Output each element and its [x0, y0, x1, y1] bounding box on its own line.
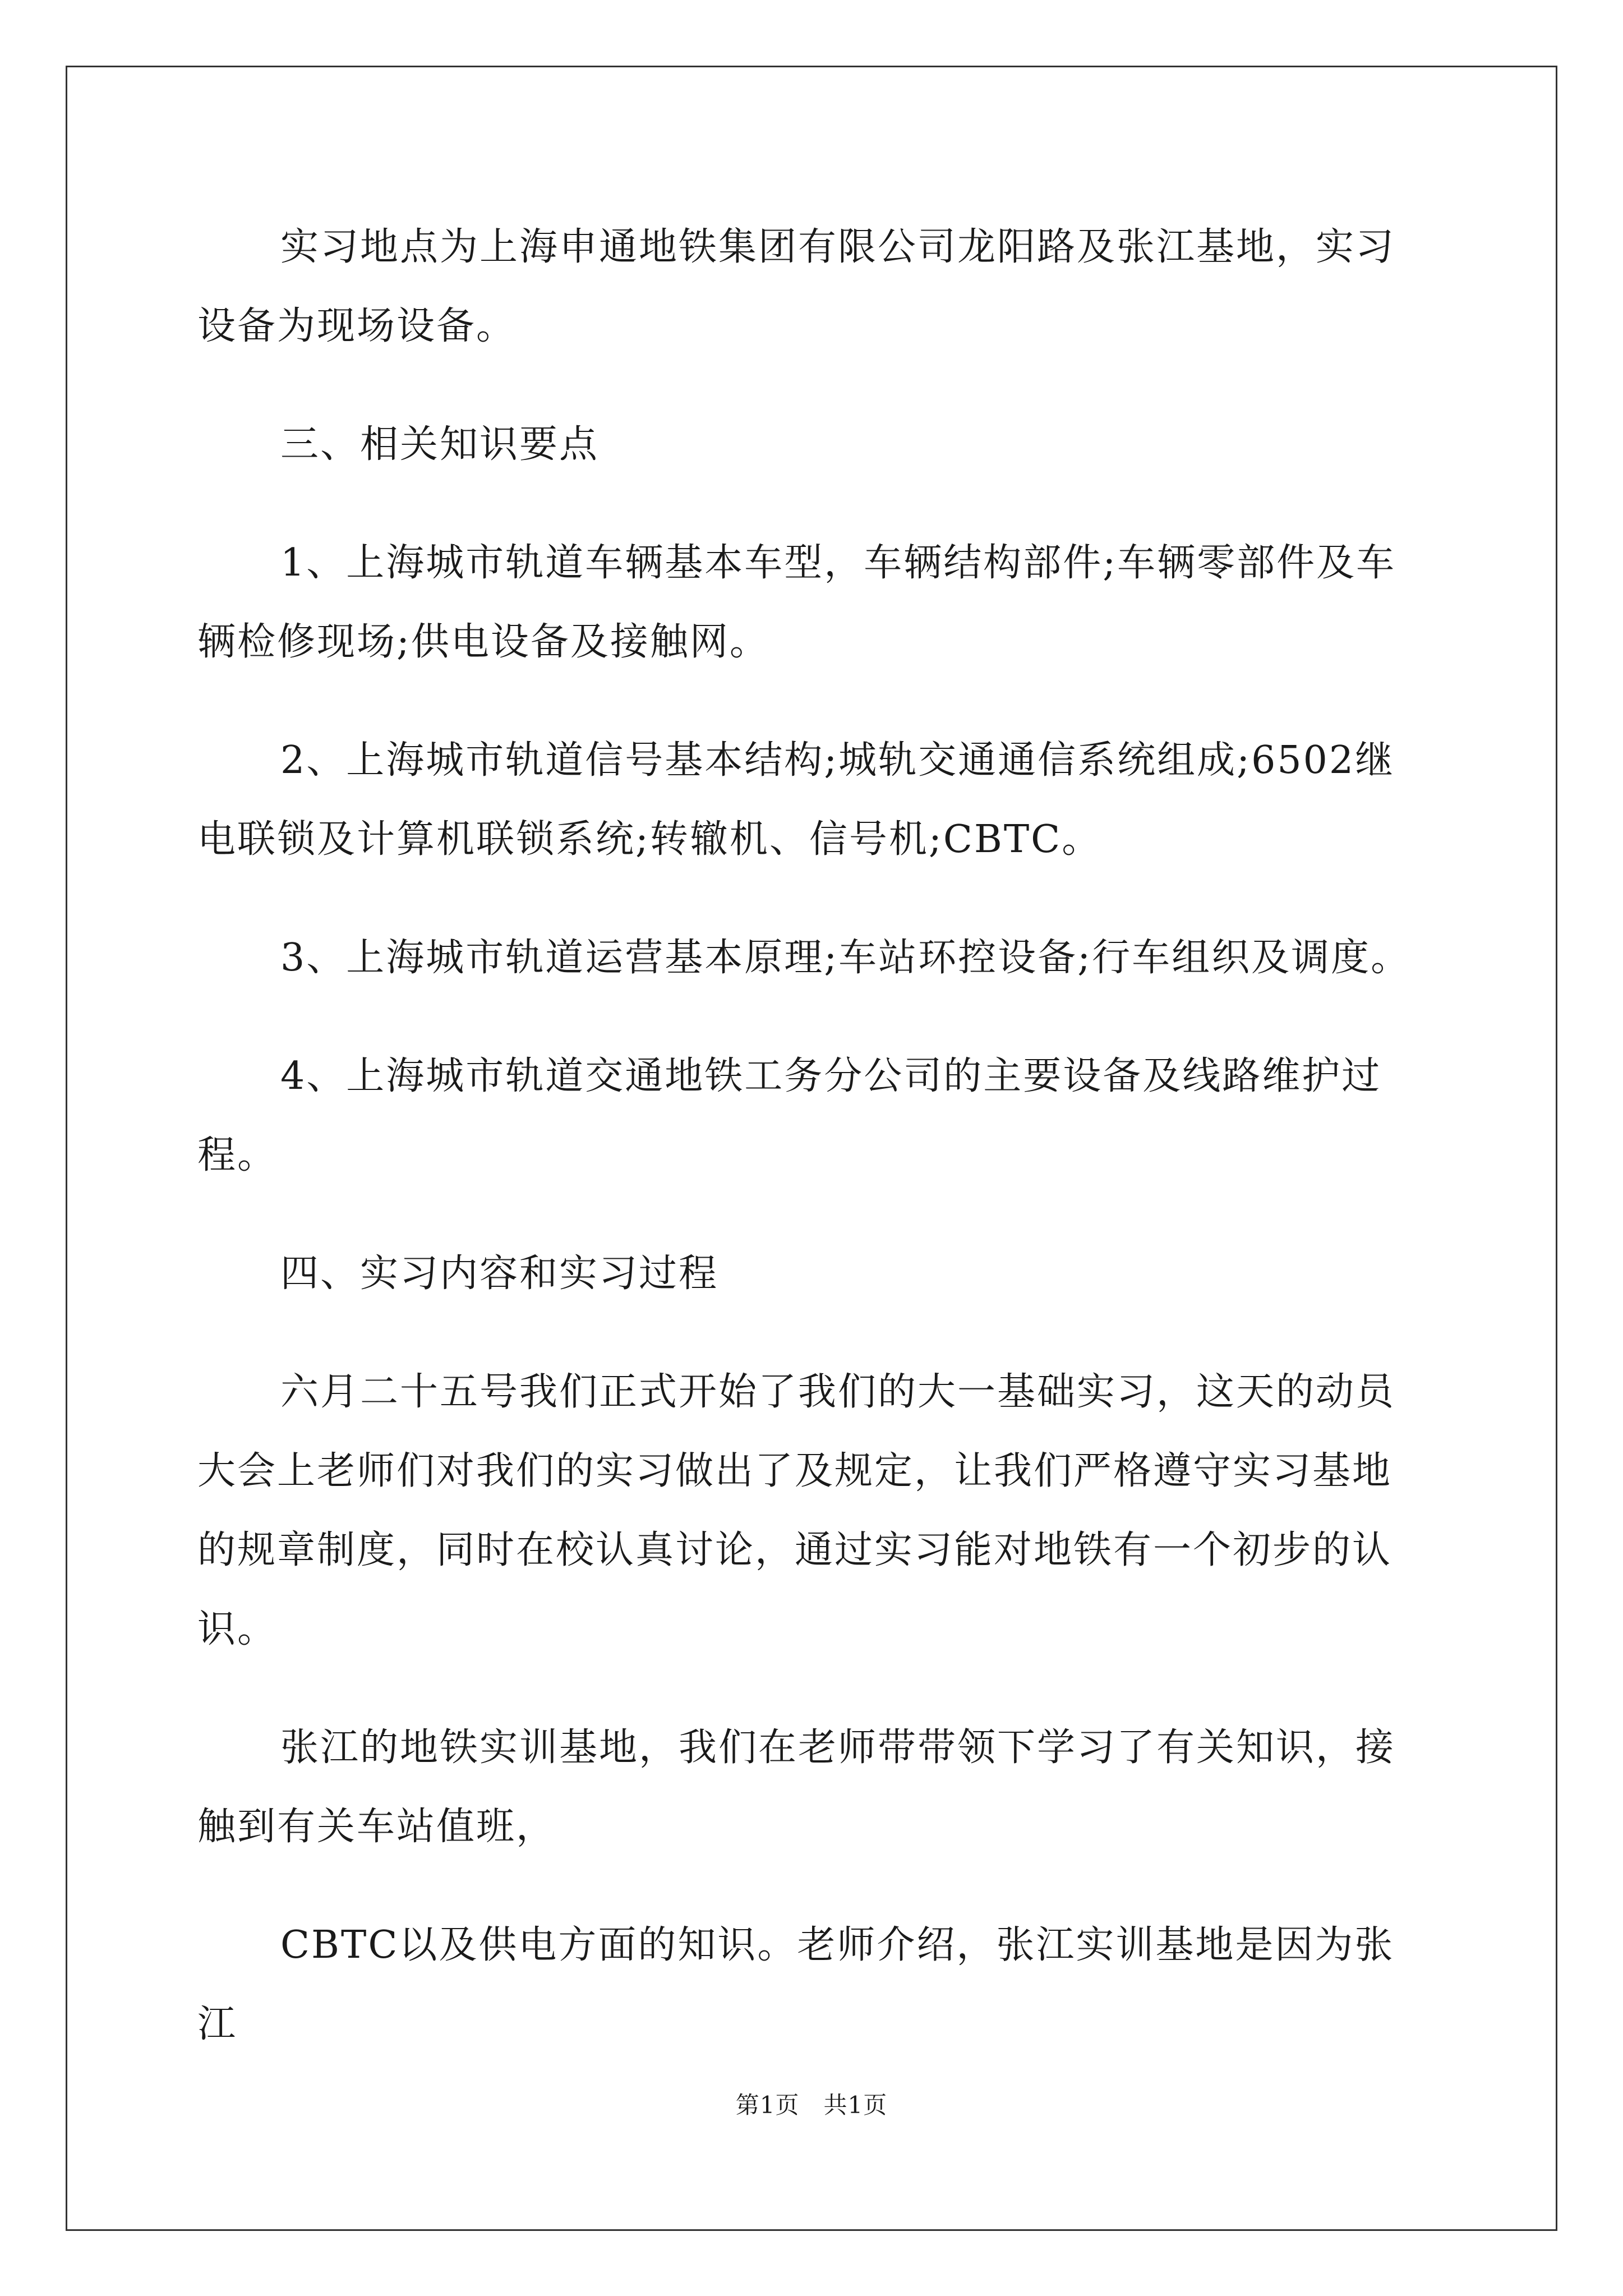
paragraph-cbtc: CBTC以及供电方面的知识。老师介绍，张江实训基地是因为张江 — [197, 1923, 1395, 2046]
section-heading-content: 四、实习内容和实习过程 — [280, 1251, 719, 1296]
paragraph-zhangjiang: 张江的地铁实训基地，我们在老师带带领下学习了有关知识，接触到有关车站值班， — [197, 1726, 1396, 1849]
document-body — [197, 208, 1420, 2064]
page-number: 第1页 共1页 — [735, 2091, 888, 2119]
paragraph-item-2: 2、上海城市轨道信号基本结构;城轨交通通信系统组成;6502继电联锁及计算机联锁系统;转辙机、信号机;CBTC。 — [197, 738, 1395, 862]
paragraph-location: 实习地点为上海申通地铁集团有限公司龙阳路及张江基地，实习设备为现场设备。 — [197, 225, 1396, 348]
paragraph-item-4: 4、上海城市轨道交通地铁工务分公司的主要设备及线路维护过程。 — [197, 1054, 1382, 1177]
paragraph-item-3: 3、上海城市轨道运营基本原理;车站环控设备;行车组织及调度。 — [280, 936, 1411, 980]
paragraph-mobilization: 六月二十五号我们正式开始了我们的大一基础实习，这天的动员大会上老师们对我们的实习做出了及规定，让我们严格遵守实习基地的规章制度，同时在校认真讨论，通过实习能对地铁有一个初步的认识。 — [197, 1370, 1396, 1651]
section-heading-knowledge: 三、相关知识要点 — [280, 422, 600, 467]
paragraph-item-1: 1、上海城市轨道车辆基本车型，车辆结构部件;车辆零部件及车辆检修现场;供电设备及接触网。 — [197, 541, 1396, 664]
